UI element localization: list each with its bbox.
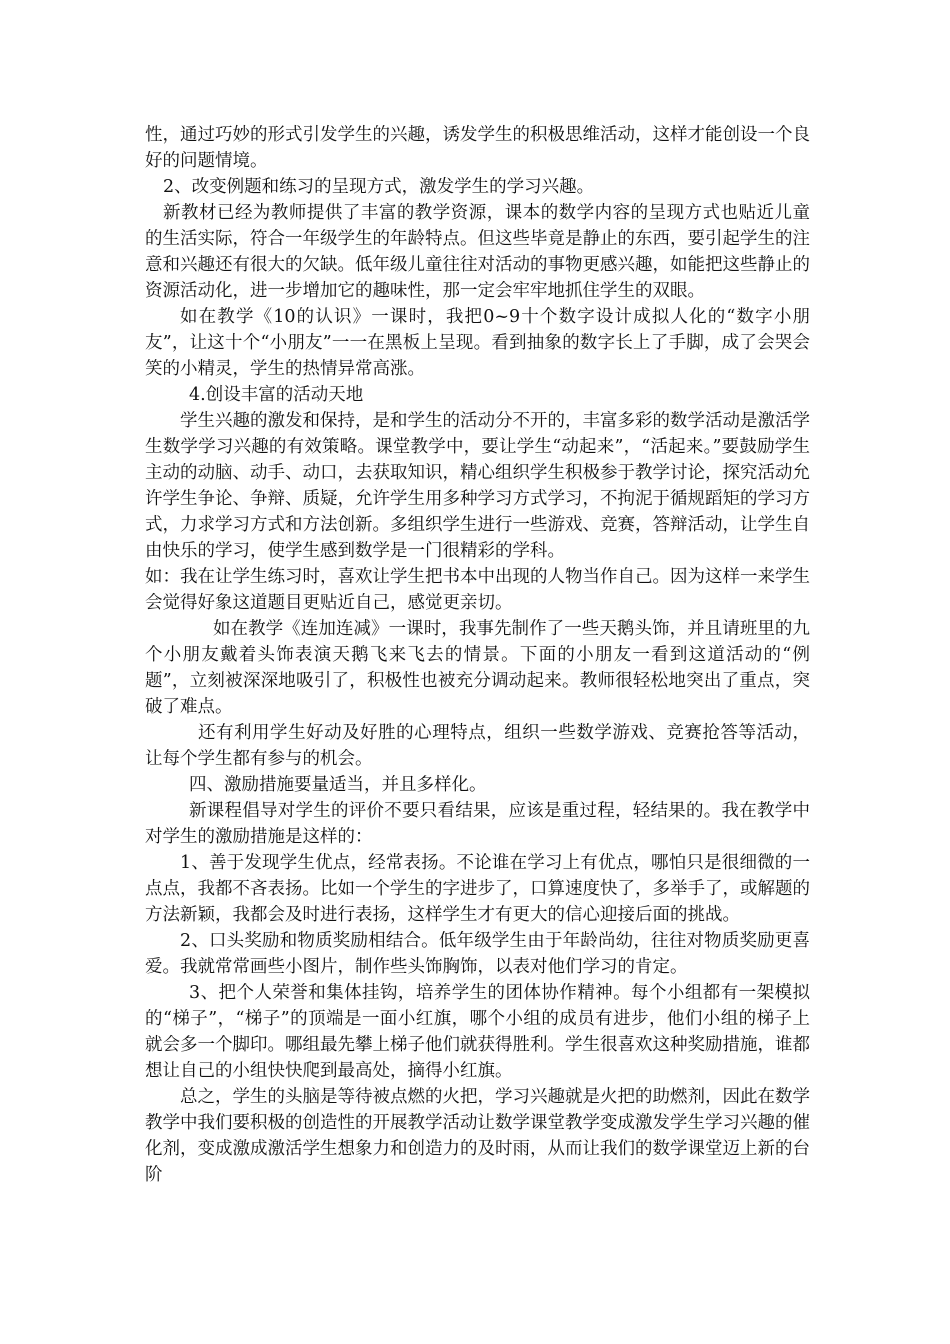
paragraph: 新教材已经为教师提供了丰富的教学资源，课本的数学内容的呈现方式也贴近儿童的生活实际，符合一年级学生的年龄特点。但这些毕竟是静止的东西，要引起学生的注意和兴趣还有很大的欠缺。低年级儿童往往对活动的事物更感兴趣，如能把这些静止的资源活动化，进一步增加它的趣味性，那一定会牢牢地抓住学生的双眼。	[145, 203, 810, 301]
paragraph: 新课程倡导对学生的评价不要只看结果，应该是重过程，轻结果的。我在教学中对学生的激励措施是这样的：	[145, 801, 810, 847]
paragraph: 总之，学生的头脑是等待被点燃的火把，学习兴趣就是火把的助燃剂，因此在数学教学中我们要积极的创造性的开展教学活动让数学课堂教学变成激发学生学习兴趣的催化剂，变成激成激活学生想象力和创造力的及时雨，从而让我们的数学课堂迈上新的台阶	[145, 1087, 810, 1185]
paragraph: 还有利用学生好动及好胜的心理特点，组织一些数学游戏、竞赛抢答等活动，让每个学生都有参与的机会。	[145, 723, 810, 769]
paragraph: 2、改变例题和练习的呈现方式，激发学生的学习兴趣。	[163, 177, 595, 197]
paragraph: 学生兴趣的激发和保持，是和学生的活动分不开的，丰富多彩的数学活动是激活学生数学学习兴趣的有效策略。课堂教学中，要让学生“动起来”，“活起来。”要鼓励学生主动的动脑、动手、动口，去获取知识，精心组织学生积极参于教学讨论，探究活动允许学生争论、争辩、质疑，允许学生用多种学习方式学习，不拘泥于循规蹈矩的学习方式，力求学习方式和方法创新。多组织学生进行一些游戏、竞赛，答辩活动，让学生自由快乐的学习，使学生感到数学是一门很精彩的学科。	[145, 411, 810, 561]
paragraph: 3、把个人荣誉和集体挂钩，培养学生的团体协作精神。每个小组都有一架模拟的“梯子”，“梯子”的顶端是一面小红旗，哪个小组的成员有进步，他们小组的梯子上就会多一个脚印。哪组最先攀上梯子他们就获得胜利。学生很喜欢这种奖励措施，谁都想让自己的小组快快爬到最高处，摘得小红旗。	[145, 983, 810, 1081]
paragraph: 性，通过巧妙的形式引发学生的兴趣，诱发学生的积极思维活动，这样才能创设一个良好的问题情境。	[145, 125, 810, 171]
paragraph: 如在教学《连加连减》一课时，我事先制作了一些天鹅头饰，并且请班里的九个小朋友戴着头饰表演天鹅飞来飞去的情景。下面的小朋友一看到这道活动的“例题”，立刻被深深地吸引了，积极性也被充分调动起来。教师很轻松地突出了重点，突破了难点。	[145, 619, 810, 717]
paragraph: 1、善于发现学生优点，经常表扬。不论谁在学习上有优点，哪怕只是很细微的一点点，我都不吝表扬。比如一个学生的字进步了，口算速度快了，多举手了，或解题的方法新颖，我都会及时进行表扬，这样学生才有更大的信心迎接后面的挑战。	[145, 853, 810, 925]
document-body	[145, 122, 810, 1188]
paragraph: 2、口头奖励和物质奖励相结合。低年级学生由于年龄尚幼，往往对物质奖励更喜爱。我就常常画些小图片，制作些头饰胸饰，以表对他们学习的肯定。	[145, 931, 810, 977]
paragraph: 四、激励措施要量适当，并且多样化。	[189, 775, 487, 795]
paragraph: 4.创设丰富的活动天地	[189, 385, 364, 405]
paragraph: 如在教学《10的认识》一课时，我把0~9十个数字设计成拟人化的“数字小朋友”，让这十个“小朋友”一一在黑板上呈现。看到抽象的数字长上了手脚，成了会哭会笑的小精灵，学生的热情异常高涨。	[145, 307, 810, 379]
paragraph: 如：我在让学生练习时，喜欢让学生把书本中出现的人物当作自己。因为这样一来学生会觉得好象这道题目更贴近自己，感觉更亲切。	[145, 567, 810, 613]
